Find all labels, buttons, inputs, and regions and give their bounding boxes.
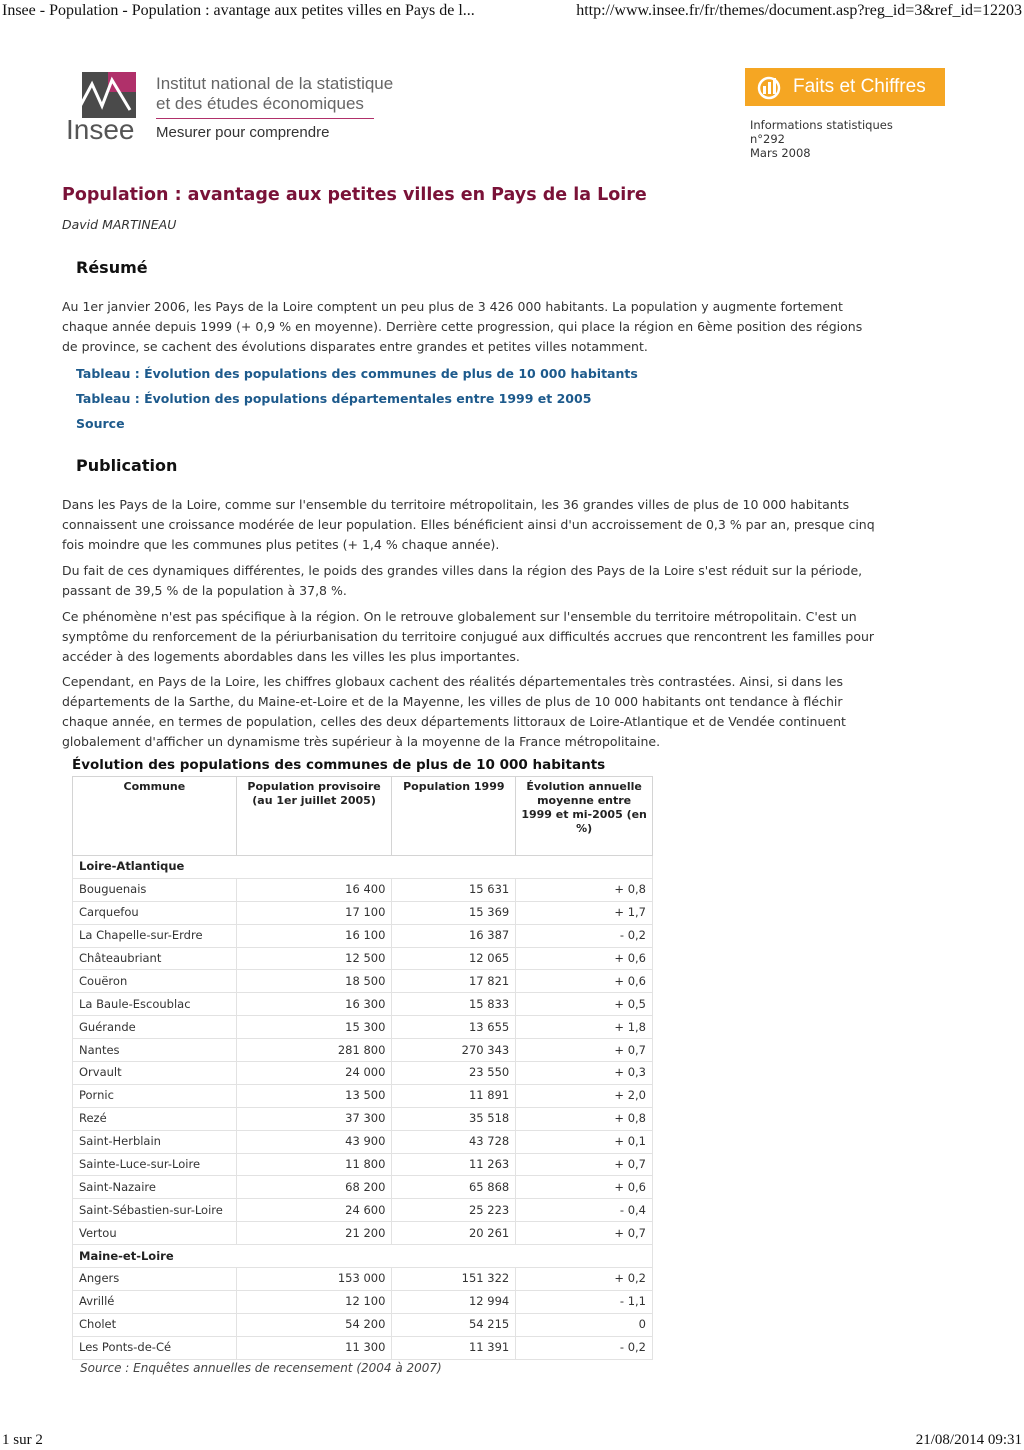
pop-1999-cell: 12 065 bbox=[392, 947, 516, 970]
commune-cell: Saint-Sébastien-sur-Loire bbox=[73, 1199, 237, 1222]
institute-line-2: et des études économiques bbox=[156, 94, 364, 113]
pop-2005-cell: 16 300 bbox=[236, 993, 392, 1016]
pop-2005-cell: 12 500 bbox=[236, 947, 392, 970]
commune-cell: Rezé bbox=[73, 1107, 237, 1130]
evolution-cell: + 0,6 bbox=[516, 970, 653, 993]
evolution-cell: + 0,7 bbox=[516, 1222, 653, 1245]
pop-2005-cell: 68 200 bbox=[236, 1176, 392, 1199]
publication-paragraph-2: Du fait de ces dynamiques différentes, le poids des grandes villes dans la région des Pays de la Loire s'est réduit sur la période, passant de 39,5 % de la population à 37,8 %. bbox=[62, 563, 863, 598]
col-header-pop-1999: Population 1999 bbox=[392, 777, 516, 856]
badge-label: Faits et Chiffres bbox=[793, 76, 926, 97]
commune-cell: Saint-Nazaire bbox=[73, 1176, 237, 1199]
page-title: Population : avantage aux petites villes en Pays de la Loire bbox=[62, 185, 647, 205]
insee-logo[interactable] bbox=[64, 66, 424, 146]
insee-wordmark: Insee bbox=[66, 114, 135, 145]
pop-2005-cell: 17 100 bbox=[236, 901, 392, 924]
table-header-row bbox=[73, 777, 653, 856]
pop-1999-cell: 65 868 bbox=[392, 1176, 516, 1199]
commune-cell: Avrillé bbox=[73, 1290, 237, 1313]
pop-1999-cell: 151 322 bbox=[392, 1268, 516, 1291]
table-row bbox=[73, 878, 653, 901]
commune-cell: La Chapelle-sur-Erdre bbox=[73, 924, 237, 947]
table-row bbox=[73, 1039, 653, 1062]
link-table-departements[interactable]: Tableau : Évolution des populations départementales entre 1999 et 2005 bbox=[76, 391, 592, 406]
pop-1999-cell: 11 391 bbox=[392, 1336, 516, 1359]
print-header-url: http://www.insee.fr/fr/themes/document.asp?reg_id=3&ref_id=12203 bbox=[576, 2, 1022, 19]
commune-cell: Nantes bbox=[73, 1039, 237, 1062]
pop-2005-cell: 24 000 bbox=[236, 1062, 392, 1085]
pop-1999-cell: 15 833 bbox=[392, 993, 516, 1016]
table-row bbox=[73, 1084, 653, 1107]
table-title: Évolution des populations des communes de plus de 10 000 habitants bbox=[72, 757, 606, 773]
commune-cell: Angers bbox=[73, 1268, 237, 1291]
institute-line-1: Institut national de la statistique bbox=[156, 74, 394, 93]
table-row bbox=[73, 1313, 653, 1336]
pop-2005-cell: 21 200 bbox=[236, 1222, 392, 1245]
commune-cell: Pornic bbox=[73, 1084, 237, 1107]
link-source[interactable]: Source bbox=[76, 416, 125, 431]
pop-1999-cell: 20 261 bbox=[392, 1222, 516, 1245]
slogan: Mesurer pour comprendre bbox=[156, 124, 330, 141]
pop-1999-cell: 35 518 bbox=[392, 1107, 516, 1130]
pop-1999-cell: 15 631 bbox=[392, 878, 516, 901]
publication-paragraph-4: Cependant, en Pays de la Loire, les chiffres globaux cachent des réalités départementales très contrastées. Ainsi, si dans les départements de la Sarthe, du Maine-et-Loire et de la Mayenne, les villes de plus de 10 000 habitants ont tendance à fléchir chaque année, en termes de population, celles des deux départements littoraux de Loire-Atlantique et de Vendée continuent globalement d'afficher un dynamisme très supérieur à la moyenne de la France métropolitaine. bbox=[62, 674, 846, 749]
pop-2005-cell: 281 800 bbox=[236, 1039, 392, 1062]
evolution-cell: + 0,6 bbox=[516, 1176, 653, 1199]
table-row bbox=[73, 970, 653, 993]
commune-cell: Sainte-Luce-sur-Loire bbox=[73, 1153, 237, 1176]
commune-cell: Châteaubriant bbox=[73, 947, 237, 970]
pop-1999-cell: 43 728 bbox=[392, 1130, 516, 1153]
col-header-evolution: Évolution annuelle moyenne entre 1999 et mi-2005 (en %) bbox=[516, 777, 653, 856]
table-row bbox=[73, 1107, 653, 1130]
pop-1999-cell: 25 223 bbox=[392, 1199, 516, 1222]
resume-text: Au 1er janvier 2006, les Pays de la Loire comptent un peu plus de 3 426 000 habitants. La population y augmente fortement chaque année depuis 1999 (+ 0,9 % en moyenne). Derrière cette progression, qui place la région en 6ème position des régions de province, se cachent des évolutions disparates entre grandes et petites villes notamment. bbox=[62, 299, 863, 354]
evolution-cell: + 1,8 bbox=[516, 1016, 653, 1039]
print-footer bbox=[0, 1430, 1024, 1450]
evolution-cell: + 0,7 bbox=[516, 1153, 653, 1176]
evolution-cell: - 1,1 bbox=[516, 1290, 653, 1313]
pop-2005-cell: 37 300 bbox=[236, 1107, 392, 1130]
table-row bbox=[73, 1130, 653, 1153]
faits-et-chiffres-badge bbox=[745, 68, 945, 106]
evolution-cell: + 0,5 bbox=[516, 993, 653, 1016]
table-row bbox=[73, 1062, 653, 1085]
pub-date: Mars 2008 bbox=[750, 146, 811, 160]
commune-cell: Cholet bbox=[73, 1313, 237, 1336]
evolution-cell: + 0,3 bbox=[516, 1062, 653, 1085]
institute-name bbox=[156, 74, 393, 114]
commune-cell: La Baule-Escoublac bbox=[73, 993, 237, 1016]
commune-cell: Bouguenais bbox=[73, 878, 237, 901]
pop-2005-cell: 16 100 bbox=[236, 924, 392, 947]
pop-1999-cell: 16 387 bbox=[392, 924, 516, 947]
table-group-row bbox=[73, 856, 653, 879]
evolution-cell: + 0,6 bbox=[516, 947, 653, 970]
pub-series: Informations statistiques bbox=[750, 118, 893, 132]
table-row bbox=[73, 1290, 653, 1313]
evolution-cell: + 0,7 bbox=[516, 1039, 653, 1062]
evolution-cell: - 0,2 bbox=[516, 924, 653, 947]
commune-cell: Les Ponts-de-Cé bbox=[73, 1336, 237, 1359]
table-row bbox=[73, 947, 653, 970]
table-row bbox=[73, 1336, 653, 1359]
group-name: Loire-Atlantique bbox=[73, 856, 653, 879]
pop-1999-cell: 15 369 bbox=[392, 901, 516, 924]
table-source: Source : Enquêtes annuelles de recensement (2004 à 2007) bbox=[80, 1361, 442, 1375]
pop-2005-cell: 24 600 bbox=[236, 1199, 392, 1222]
table-row bbox=[73, 1268, 653, 1291]
print-datetime: 21/08/2014 09:31 bbox=[915, 1432, 1022, 1448]
table-body bbox=[73, 856, 653, 1360]
publication-heading: Publication bbox=[76, 456, 178, 475]
table-row bbox=[73, 1222, 653, 1245]
commune-cell: Vertou bbox=[73, 1222, 237, 1245]
commune-cell: Couëron bbox=[73, 970, 237, 993]
pop-1999-cell: 11 263 bbox=[392, 1153, 516, 1176]
publication-paragraph-3: Ce phénomène n'est pas spécifique à la région. On le retrouve globalement sur l'ensemble du territoire métropolitain. C'est un symptôme du renforcement de la périurbanisation du territoire conjugué aux difficultés accrues que rencontrent les familles pour accéder à des logements abordables dans les villes les plus importantes. bbox=[62, 609, 875, 664]
page-count: 1 sur 2 bbox=[2, 1432, 43, 1448]
pop-2005-cell: 11 800 bbox=[236, 1153, 392, 1176]
pop-2005-cell: 43 900 bbox=[236, 1130, 392, 1153]
commune-cell: Orvault bbox=[73, 1062, 237, 1085]
pop-1999-cell: 11 891 bbox=[392, 1084, 516, 1107]
table-row bbox=[73, 1016, 653, 1039]
evolution-cell: + 0,8 bbox=[516, 1107, 653, 1130]
publication-info bbox=[750, 118, 893, 160]
table-row bbox=[73, 1176, 653, 1199]
logo-divider bbox=[156, 118, 374, 119]
col-header-commune: Commune bbox=[73, 777, 237, 856]
commune-cell: Saint-Herblain bbox=[73, 1130, 237, 1153]
commune-cell: Guérande bbox=[73, 1016, 237, 1039]
pop-2005-cell: 16 400 bbox=[236, 878, 392, 901]
pop-2005-cell: 13 500 bbox=[236, 1084, 392, 1107]
evolution-cell: - 0,2 bbox=[516, 1336, 653, 1359]
pop-2005-cell: 54 200 bbox=[236, 1313, 392, 1336]
pop-1999-cell: 17 821 bbox=[392, 970, 516, 993]
resume-heading: Résumé bbox=[76, 258, 148, 277]
evolution-cell: + 1,7 bbox=[516, 901, 653, 924]
pop-2005-cell: 15 300 bbox=[236, 1016, 392, 1039]
pop-1999-cell: 270 343 bbox=[392, 1039, 516, 1062]
table-row bbox=[73, 901, 653, 924]
pub-number: n°292 bbox=[750, 132, 785, 146]
table-group-row bbox=[73, 1245, 653, 1268]
table-row bbox=[73, 1153, 653, 1176]
pop-2005-cell: 18 500 bbox=[236, 970, 392, 993]
commune-cell: Carquefou bbox=[73, 901, 237, 924]
col-header-pop-2005: Population provisoire (au 1er juillet 2005) bbox=[236, 777, 392, 856]
pop-2005-cell: 153 000 bbox=[236, 1268, 392, 1291]
evolution-cell: - 0,4 bbox=[516, 1199, 653, 1222]
pop-1999-cell: 54 215 bbox=[392, 1313, 516, 1336]
pop-1999-cell: 12 994 bbox=[392, 1290, 516, 1313]
group-name: Maine-et-Loire bbox=[73, 1245, 653, 1268]
author: David MARTINEAU bbox=[62, 217, 177, 232]
pop-2005-cell: 11 300 bbox=[236, 1336, 392, 1359]
table-row bbox=[73, 924, 653, 947]
pop-1999-cell: 23 550 bbox=[392, 1062, 516, 1085]
print-header bbox=[0, 0, 1024, 24]
print-header-title: Insee - Population - Population : avantage aux petites villes en Pays de l... bbox=[2, 2, 475, 19]
table-row bbox=[73, 1199, 653, 1222]
evolution-cell: + 0,8 bbox=[516, 878, 653, 901]
pop-1999-cell: 13 655 bbox=[392, 1016, 516, 1039]
evolution-cell: + 2,0 bbox=[516, 1084, 653, 1107]
evolution-cell: 0 bbox=[516, 1313, 653, 1336]
evolution-cell: + 0,2 bbox=[516, 1268, 653, 1291]
table-row bbox=[73, 993, 653, 1016]
link-table-communes[interactable]: Tableau : Évolution des populations des communes de plus de 10 000 habitants bbox=[76, 366, 638, 381]
population-table bbox=[72, 776, 653, 1360]
chart-icon bbox=[755, 74, 783, 100]
publication-paragraph-1: Dans les Pays de la Loire, comme sur l'ensemble du territoire métropolitain, les 36 grandes villes de plus de 10 000 habitants connaissent une croissance modérée de leur population. Elles bénéficient ainsi d'un accroissement de 0,3 % par an, presque cinq fois moindre que les communes plus petites (+ 1,4 % chaque année). bbox=[62, 497, 875, 552]
pop-2005-cell: 12 100 bbox=[236, 1290, 392, 1313]
evolution-cell: + 0,1 bbox=[516, 1130, 653, 1153]
